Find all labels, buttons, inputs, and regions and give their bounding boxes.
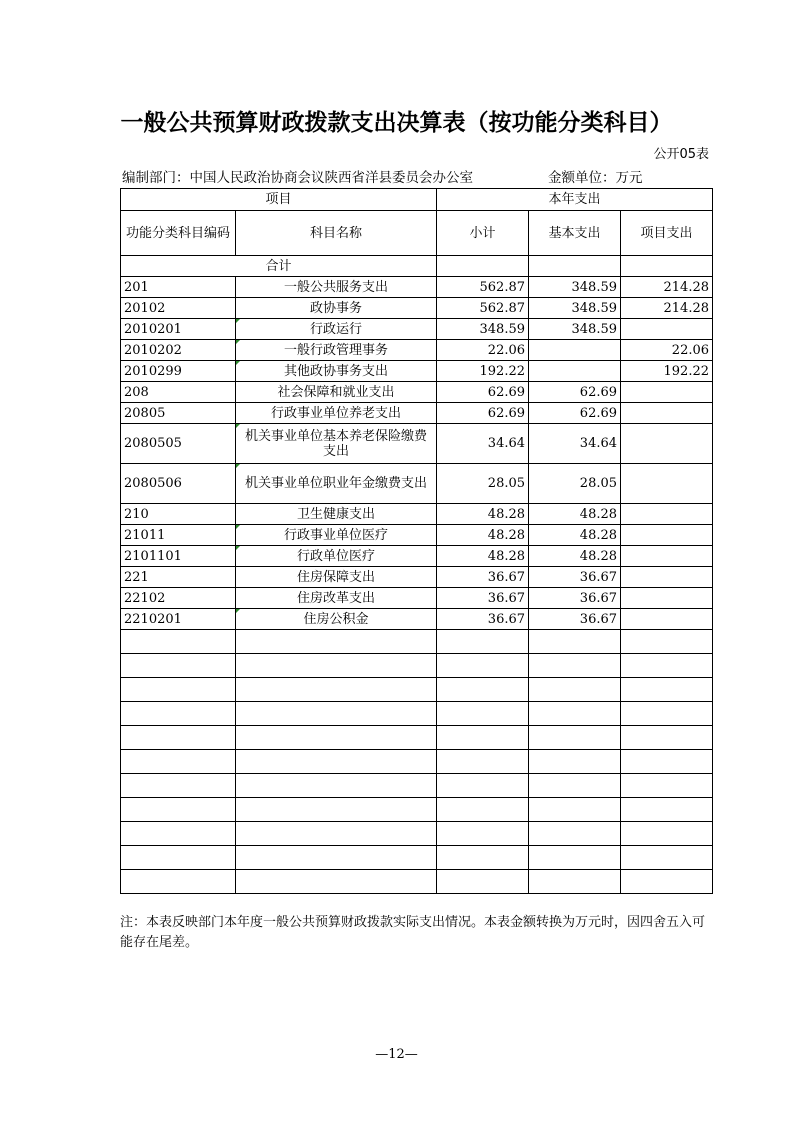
empty-cell: [529, 702, 621, 726]
row-name-text: 一般公共服务支出: [284, 279, 389, 295]
row-basic-text: 48.28: [579, 506, 618, 522]
empty-cell: [529, 678, 621, 702]
empty-cell: [621, 654, 713, 678]
row-basic: [529, 319, 621, 340]
row-code-text: 22102: [124, 590, 166, 606]
empty-cell: [121, 846, 236, 870]
empty-cell: [121, 774, 236, 798]
table-row: [121, 403, 713, 424]
row-code-text: 2101101: [124, 548, 182, 564]
empty-cell: [529, 846, 621, 870]
row-basic-text: 348.59: [571, 279, 618, 295]
table-row: [121, 382, 713, 403]
empty-row: [121, 726, 713, 750]
empty-cell: [529, 798, 621, 822]
row-code-text: 208: [124, 384, 149, 400]
row-code: [121, 298, 236, 319]
empty-row: [121, 702, 713, 726]
empty-cell: [437, 702, 529, 726]
row-project-text: 192.22: [663, 363, 710, 379]
row-project-text: 214.28: [663, 279, 710, 295]
row-subtotal: [437, 588, 529, 609]
row-name-text: 卫生健康支出: [297, 506, 376, 522]
department-label: 编制部门：中国人民政治协商会议陕西省洋县委员会办公室: [122, 170, 473, 186]
table-row: [121, 588, 713, 609]
row-subtotal-text: 562.87: [479, 279, 526, 295]
page-title: 一般公共预算财政拨款支出决算表（按功能分类科目）: [120, 110, 673, 136]
empty-cell: [236, 630, 437, 654]
empty-cell: [621, 678, 713, 702]
row-subtotal-text: 48.28: [487, 506, 526, 522]
empty-cell: [121, 726, 236, 750]
empty-cell: [121, 654, 236, 678]
table-row: [121, 319, 713, 340]
row-subtotal-text: 22.06: [487, 342, 526, 358]
row-name: [236, 277, 437, 298]
empty-cell: [437, 750, 529, 774]
row-subtotal: [437, 609, 529, 630]
row-project: [621, 609, 713, 630]
page-number: —12—: [375, 1047, 418, 1062]
cell-marker-icon: [236, 525, 240, 529]
row-code: [121, 424, 236, 464]
row-code-text: 2010201: [124, 321, 182, 337]
row-project: [621, 504, 713, 525]
row-name-text: 政协事务: [310, 300, 363, 316]
row-subtotal-text: 62.69: [487, 405, 526, 421]
row-subtotal: [437, 525, 529, 546]
empty-cell: [236, 774, 437, 798]
empty-cell: [529, 822, 621, 846]
empty-row: [121, 630, 713, 654]
row-code-text: 201: [124, 279, 149, 295]
table-row: [121, 609, 713, 630]
header-name: 科目名称: [236, 211, 437, 256]
row-basic: [529, 382, 621, 403]
row-basic: [529, 504, 621, 525]
row-name-text: 机关事业单位基本养老保险缴费支出: [245, 428, 428, 459]
row-project: [621, 319, 713, 340]
row-name: [236, 546, 437, 567]
table-row: [121, 340, 713, 361]
row-project: [621, 546, 713, 567]
row-name-text: 行政事业单位养老支出: [271, 405, 402, 421]
row-code: [121, 464, 236, 504]
empty-cell: [529, 870, 621, 894]
row-subtotal-text: 36.67: [487, 569, 526, 585]
row-subtotal-text: 48.28: [487, 527, 526, 543]
empty-cell: [621, 750, 713, 774]
row-basic-text: 36.67: [579, 569, 618, 585]
empty-cell: [236, 726, 437, 750]
total-project: [621, 256, 713, 277]
row-project: [621, 382, 713, 403]
row-code: [121, 277, 236, 298]
row-code: [121, 504, 236, 525]
empty-cell: [437, 798, 529, 822]
empty-cell: [121, 750, 236, 774]
row-subtotal-text: 48.28: [487, 548, 526, 564]
row-code-text: 221: [124, 569, 149, 585]
row-code-text: 20102: [124, 300, 166, 316]
row-basic: [529, 403, 621, 424]
header-project-expense: 项目支出: [621, 211, 713, 256]
empty-row: [121, 822, 713, 846]
empty-cell: [529, 630, 621, 654]
row-basic: [529, 525, 621, 546]
row-basic-text: 348.59: [571, 300, 618, 316]
empty-cell: [236, 798, 437, 822]
header-code: 功能分类科目编码: [121, 211, 236, 256]
row-name: [236, 504, 437, 525]
row-name-text: 行政事业单位医疗: [284, 527, 389, 543]
empty-cell: [621, 702, 713, 726]
empty-cell: [236, 702, 437, 726]
row-name-text: 一般行政管理事务: [284, 342, 389, 358]
row-basic-text: 28.05: [579, 476, 618, 491]
row-basic: [529, 361, 621, 382]
row-project: [621, 525, 713, 546]
row-subtotal: [437, 382, 529, 403]
cell-marker-icon: [236, 361, 240, 365]
empty-cell: [236, 822, 437, 846]
row-project: [621, 298, 713, 319]
row-basic-text: 48.28: [579, 527, 618, 543]
row-subtotal-text: 192.22: [479, 363, 526, 379]
row-name-text: 住房保障支出: [297, 569, 376, 585]
row-project: [621, 277, 713, 298]
row-subtotal: [437, 298, 529, 319]
empty-cell: [529, 750, 621, 774]
row-project: [621, 403, 713, 424]
empty-row: [121, 870, 713, 894]
empty-row: [121, 846, 713, 870]
table-row: [121, 464, 713, 504]
row-name: [236, 424, 437, 464]
row-name: [236, 340, 437, 361]
empty-row: [121, 774, 713, 798]
empty-cell: [121, 798, 236, 822]
empty-row: [121, 750, 713, 774]
table-row: [121, 424, 713, 464]
row-basic: [529, 340, 621, 361]
row-code: [121, 525, 236, 546]
row-code: [121, 403, 236, 424]
header-subtotal: 小计: [437, 211, 529, 256]
table-row: [121, 546, 713, 567]
row-subtotal-text: 348.59: [479, 321, 526, 337]
row-name: [236, 403, 437, 424]
row-name: [236, 609, 437, 630]
empty-row: [121, 678, 713, 702]
row-basic-text: 36.67: [579, 590, 618, 606]
cell-marker-icon: [236, 609, 240, 613]
header-current-year: 本年支出: [437, 189, 713, 211]
row-basic: [529, 588, 621, 609]
row-name: [236, 588, 437, 609]
row-project: [621, 567, 713, 588]
row-code-text: 2080505: [124, 436, 182, 451]
row-basic-text: 36.67: [579, 611, 618, 627]
row-basic: [529, 609, 621, 630]
row-subtotal-text: 34.64: [487, 436, 526, 451]
row-name-text: 行政运行: [310, 321, 363, 337]
row-code-text: 210: [124, 506, 149, 522]
cell-marker-icon: [236, 340, 240, 344]
row-code-text: 2080506: [124, 476, 182, 491]
empty-cell: [437, 846, 529, 870]
row-name-text: 住房改革支出: [297, 590, 376, 606]
form-number: 公开05表: [653, 147, 709, 162]
row-code: [121, 567, 236, 588]
row-name-text: 住房公积金: [303, 611, 369, 627]
empty-cell: [437, 774, 529, 798]
row-project-text: 214.28: [663, 300, 710, 316]
row-project-text: 22.06: [671, 342, 710, 358]
empty-cell: [437, 654, 529, 678]
header-project: 项目: [121, 189, 437, 211]
row-name-text: 其他政协事务支出: [284, 363, 389, 379]
header-basic: 基本支出: [529, 211, 621, 256]
row-basic-text: 348.59: [571, 321, 618, 337]
empty-cell: [621, 630, 713, 654]
empty-cell: [236, 750, 437, 774]
row-subtotal: [437, 340, 529, 361]
row-name-text: 机关事业单位职业年金缴费支出: [245, 476, 428, 491]
row-subtotal: [437, 319, 529, 340]
empty-cell: [621, 822, 713, 846]
row-basic: [529, 567, 621, 588]
empty-cell: [121, 678, 236, 702]
row-subtotal: [437, 464, 529, 504]
budget-table: [120, 188, 713, 894]
row-subtotal-text: 562.87: [479, 300, 526, 316]
row-code: [121, 609, 236, 630]
total-label: 合计: [121, 256, 437, 277]
empty-cell: [236, 870, 437, 894]
empty-cell: [621, 846, 713, 870]
row-basic: [529, 464, 621, 504]
row-subtotal-text: 62.69: [487, 384, 526, 400]
empty-cell: [121, 702, 236, 726]
row-basic: [529, 424, 621, 464]
footnote: 注：本表反映部门本年度一般公共预算财政拨款实际支出情况。本表金额转换为万元时，因四舍五入可能存在尾差。: [120, 915, 706, 950]
row-subtotal-text: 36.67: [487, 611, 526, 627]
blank-rows: [121, 630, 713, 894]
row-basic-text: 62.69: [579, 405, 618, 421]
empty-cell: [236, 678, 437, 702]
row-code: [121, 588, 236, 609]
row-code: [121, 546, 236, 567]
row-basic-text: 48.28: [579, 548, 618, 564]
row-basic-text: 62.69: [579, 384, 618, 400]
row-name: [236, 319, 437, 340]
empty-cell: [437, 678, 529, 702]
row-subtotal: [437, 546, 529, 567]
row-code: [121, 361, 236, 382]
row-project: [621, 361, 713, 382]
cell-marker-icon: [236, 319, 240, 323]
empty-cell: [621, 726, 713, 750]
row-basic: [529, 277, 621, 298]
row-project: [621, 464, 713, 504]
empty-cell: [529, 654, 621, 678]
empty-row: [121, 654, 713, 678]
empty-cell: [437, 726, 529, 750]
row-name: [236, 525, 437, 546]
row-basic-text: 34.64: [579, 436, 618, 451]
row-name-text: 社会保障和就业支出: [277, 384, 395, 400]
total-row: [121, 256, 713, 277]
table-row: [121, 504, 713, 525]
empty-cell: [236, 846, 437, 870]
empty-cell: [621, 798, 713, 822]
empty-cell: [236, 654, 437, 678]
row-subtotal: [437, 277, 529, 298]
empty-cell: [121, 870, 236, 894]
row-project: [621, 340, 713, 361]
empty-cell: [529, 774, 621, 798]
empty-row: [121, 798, 713, 822]
row-basic: [529, 298, 621, 319]
cell-marker-icon: [236, 546, 240, 550]
unit-label: 金额单位：万元: [548, 170, 643, 186]
row-name: [236, 464, 437, 504]
row-subtotal: [437, 361, 529, 382]
total-basic: [529, 256, 621, 277]
row-code-text: 21011: [124, 527, 166, 543]
table-row: [121, 298, 713, 319]
row-subtotal: [437, 504, 529, 525]
empty-cell: [437, 870, 529, 894]
total-subtotal: [437, 256, 529, 277]
empty-cell: [437, 822, 529, 846]
header-row-1: [121, 189, 713, 211]
cell-marker-icon: [236, 424, 240, 428]
row-code-text: 20805: [124, 405, 166, 421]
empty-cell: [437, 630, 529, 654]
row-name: [236, 382, 437, 403]
table-row: [121, 277, 713, 298]
empty-cell: [121, 630, 236, 654]
row-name-text: 行政单位医疗: [297, 548, 376, 564]
row-project: [621, 588, 713, 609]
row-subtotal: [437, 567, 529, 588]
row-code: [121, 340, 236, 361]
row-name: [236, 298, 437, 319]
row-subtotal: [437, 403, 529, 424]
table-row: [121, 361, 713, 382]
table-row: [121, 567, 713, 588]
row-code-text: 2210201: [124, 611, 182, 627]
data-rows: [121, 277, 713, 630]
empty-cell: [121, 822, 236, 846]
table-row: [121, 525, 713, 546]
row-code-text: 2010299: [124, 363, 182, 379]
row-code-text: 2010202: [124, 342, 182, 358]
row-code: [121, 319, 236, 340]
row-code: [121, 382, 236, 403]
row-subtotal: [437, 424, 529, 464]
row-name: [236, 567, 437, 588]
empty-cell: [621, 774, 713, 798]
row-basic: [529, 546, 621, 567]
empty-cell: [529, 726, 621, 750]
cell-marker-icon: [236, 464, 240, 468]
row-subtotal-text: 28.05: [487, 476, 526, 491]
row-name: [236, 361, 437, 382]
header-row-2: [121, 211, 713, 256]
row-subtotal-text: 36.67: [487, 590, 526, 606]
row-project: [621, 424, 713, 464]
empty-cell: [621, 870, 713, 894]
